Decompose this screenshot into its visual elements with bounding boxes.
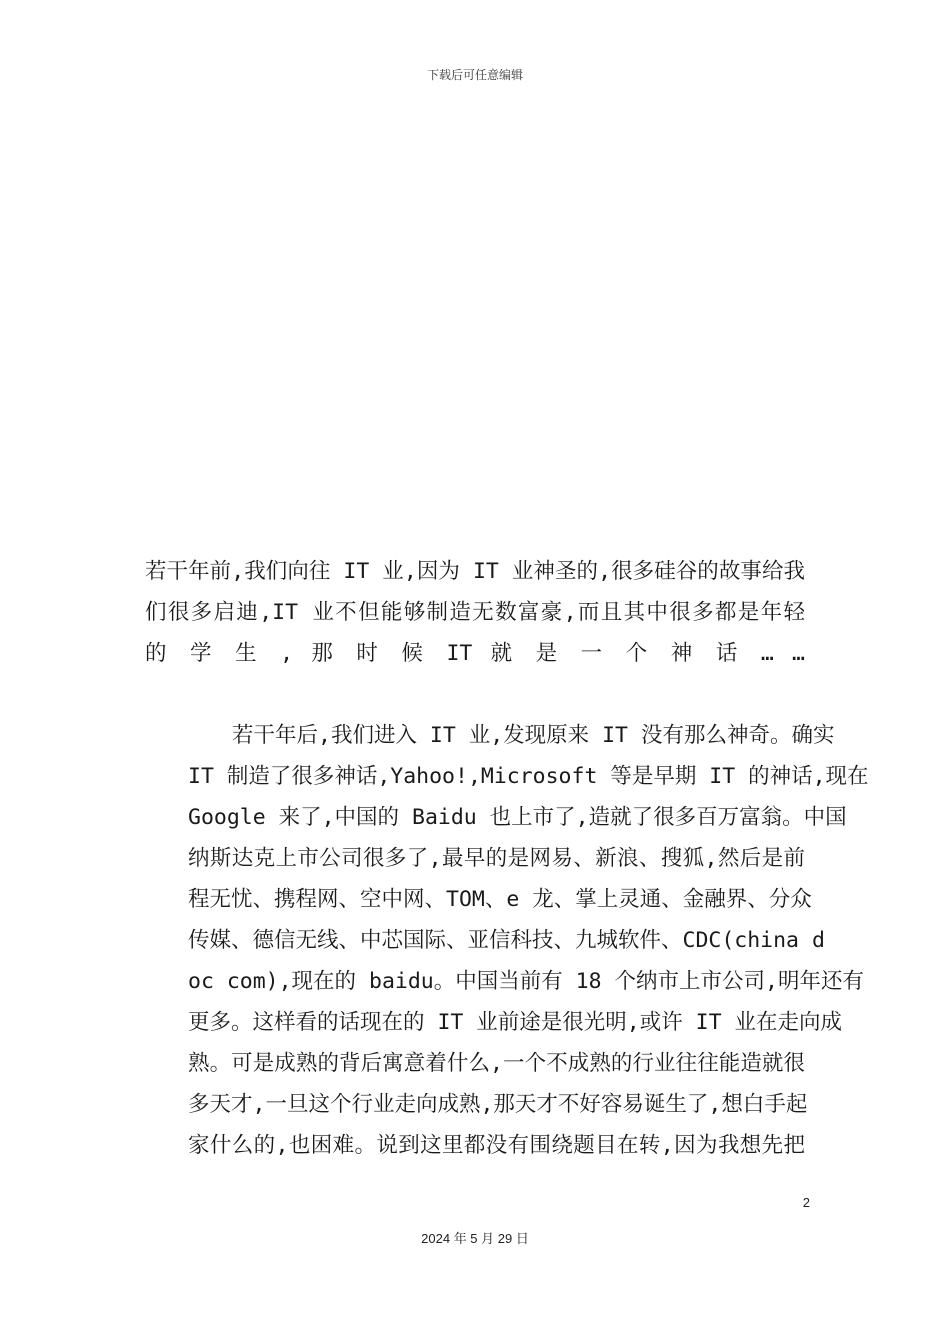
paragraph-1 — [145, 551, 805, 674]
text-line: oc com),现在的 baidu。中国当前有 18 个纳市上市公司,明年还有 — [188, 969, 864, 994]
footer-date: 2024 年 5 月 29 日 — [421, 1231, 529, 1246]
text-line: 们很多启迪,IT 业不但能够制造无数富豪,而且其中很多都是年轻 — [145, 600, 805, 625]
paragraph-2 — [145, 715, 869, 1166]
text-line: Google 来了,中国的 Baidu 也上市了,造就了很多百万富翁。中国 — [188, 805, 847, 830]
text-line: 纳斯达克上市公司很多了,最早的是网易、新浪、搜狐,然后是前 — [188, 846, 805, 871]
text-line: 的 学 生 , 那 时 候 IT 就 是 一 个 神 话 … … — [145, 641, 805, 666]
text-line: 若干年后,我们进入 IT 业,发现原来 IT 没有那么神奇。确实 — [232, 723, 835, 748]
text-line: 熟。可是成熟的背后寓意着什么,一个不成熟的行业往往能造就很 — [188, 1051, 805, 1076]
text-line: 若干年前,我们向往 IT 业,因为 IT 业神圣的,很多硅谷的故事给我 — [145, 559, 805, 584]
text-line: 传媒、德信无线、中芯国际、亚信科技、九城软件、CDC(china d — [188, 928, 825, 953]
page-number: 2 — [802, 1195, 810, 1210]
text-line: 多天才,一旦这个行业走向成熟,那天才不好容易诞生了,想白手起 — [188, 1092, 808, 1117]
text-line: 家什么的,也困难。说到这里都没有围绕题目在转,因为我想先把 — [188, 1133, 805, 1158]
text-line: 更多。这样看的话现在的 IT 业前途是很光明,或许 IT 业在走向成 — [188, 1010, 842, 1035]
text-line: 程无忧、携程网、空中网、TOM、e 龙、掌上灵通、金融界、分众 — [188, 887, 812, 912]
page-header: 下载后可任意编辑 — [426, 68, 523, 82]
text-line: IT 制造了很多神话,Yahoo!,Microsoft 等是早期 IT 的神话,现在 — [188, 764, 869, 789]
